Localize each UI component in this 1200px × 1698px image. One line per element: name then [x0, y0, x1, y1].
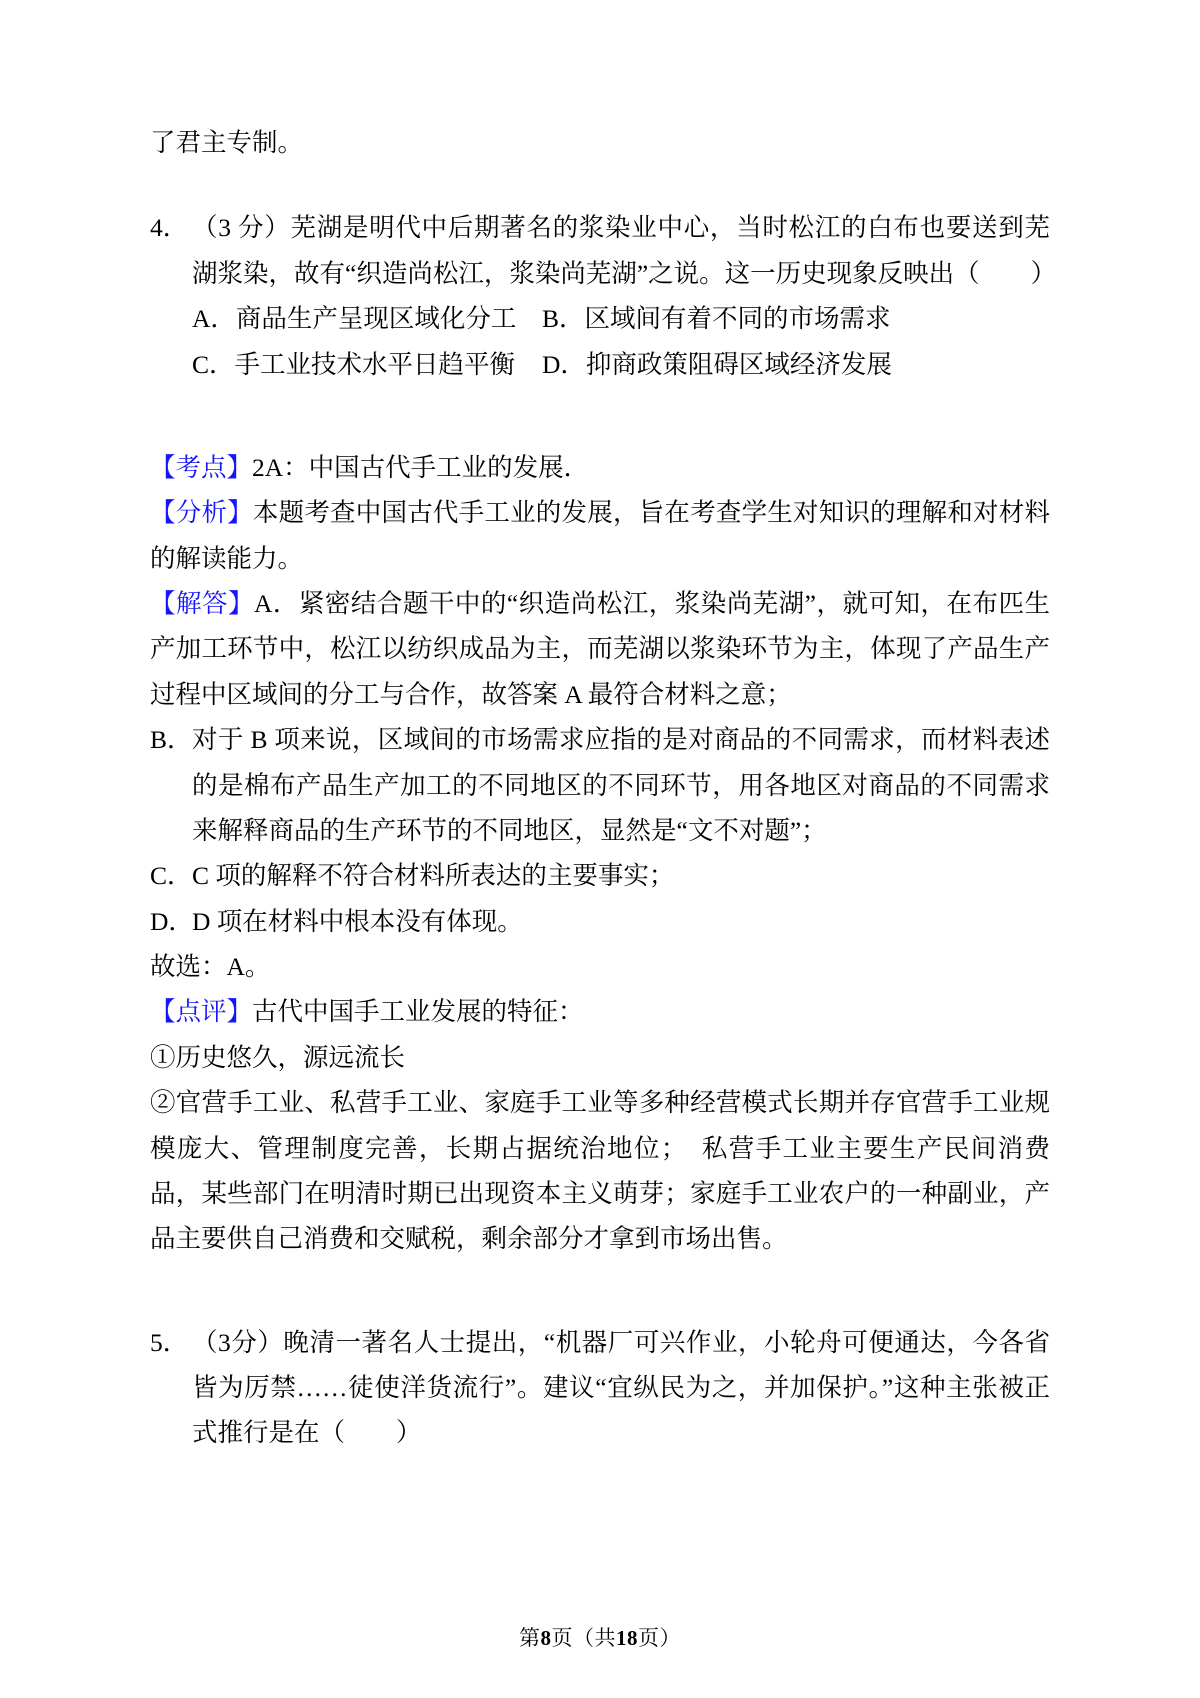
question-5-number: 5． [150, 1327, 189, 1357]
top-fragment: 了君主专制。 [150, 128, 304, 157]
question-4-options-row-1 [192, 296, 1050, 341]
question-4-options-row-2 [192, 342, 1050, 387]
fenxi-text: 本题考查中国古代手工业的发展，旨在考查学生对知识的理解和对材料的解读能力。 [150, 498, 1050, 573]
spacer [150, 387, 1050, 445]
spacer [150, 165, 1050, 205]
jieda-option-d [150, 899, 1050, 944]
question-5-stem: （3分）晚清一著名人士提出，“机器厂可兴作业，小轮舟可便通达，今各省皆为厉禁……徒使洋货流行”。建议“宜纵民为之，并加保护。”这种主张被正式推行是在（ ） [192, 1327, 1050, 1448]
footer-middle: 页（共 [551, 1626, 616, 1650]
dianping-text: 古代中国手工业发展的特征： [252, 997, 584, 1027]
jieda-option-c-label: C． [150, 861, 193, 891]
dianping-item-2-marker: ② [150, 1088, 176, 1118]
kaodian-block [150, 445, 1050, 490]
dianping-block [150, 989, 1050, 1034]
jieda-option-b-label: B． [150, 725, 193, 755]
question-5 [150, 1320, 1050, 1456]
jieda-option-c [150, 853, 1050, 898]
footer-total-pages: 18 [616, 1626, 638, 1650]
jieda-option-b-text: 对于 B 项来说，区域间的市场需求应指的是对商品的不同需求，而材料表述的是棉布产品生产加工的不同地区的不同环节，用各地区对商品的不同需求来解释商品的生产环节的不同地区，显然是“文不对题”； [192, 725, 1050, 845]
footer-suffix: 页） [638, 1626, 681, 1650]
footer-prefix: 第 [519, 1626, 541, 1650]
jieda-option-d-label: D． [150, 906, 194, 936]
option-b: B．区域间有着不同的市场需求 [542, 304, 891, 334]
question-4 [150, 205, 1057, 296]
option-c: C．手工业技术水平日趋平衡 [192, 349, 516, 379]
spacer [150, 1262, 1050, 1320]
dianping-item-2-text: 官营手工业、私营手工业、家庭手工业等多种经营模式长期并存官营手工业规模庞大、管理制度完善，长期占据统治地位； 私营手工业主要生产民间消费品，某些部门在明清时期已出现资本主义萌芽；家庭手工业农户的一种副业，产品主要供自己消费和交赋税，剩余部分才拿到市场出售。 [150, 1088, 1050, 1254]
jieda-answer: 故选：A。 [150, 952, 271, 981]
jieda-tag: 【解答】 [150, 589, 254, 618]
jieda-option-d-text: D 项在材料中根本没有体现。 [192, 906, 523, 936]
option-d: D．抑商政策阻碍区域经济发展 [542, 349, 892, 379]
page-content [150, 120, 1057, 1456]
dianping-item-2 [150, 1080, 1050, 1262]
page-footer [0, 1622, 1200, 1652]
jieda-block [150, 581, 1050, 717]
kaodian-text: 2A：中国古代手工业的发展． [252, 452, 590, 482]
footer-page-number: 8 [540, 1626, 552, 1650]
fenxi-tag: 【分析】 [150, 498, 253, 528]
dianping-tag: 【点评】 [150, 997, 253, 1027]
question-4-stem: （3 分）芜湖是明代中后期著名的浆染业中心，当时松江的白布也要送到芜湖浆染，故有“织造尚松江，浆染尚芜湖”之说。这一历史现象反映出（ ） [192, 213, 1057, 288]
question-4-number: 4． [150, 213, 189, 243]
jieda-option-b [150, 717, 1050, 853]
kaodian-tag: 【考点】 [150, 452, 253, 482]
jieda-text: A．紧密结合题干中的“织造尚松江，浆染尚芜湖”，就可知，在布匹生产加工环节中，松江以纺织成品为主，而芜湖以浆染环节为主，体现了产品生产过程中区域间的分工与合作，故答案 A 最符合材料之意； [150, 589, 1050, 709]
jieda-option-c-text: C 项的解释不符合材料所表达的主要事实； [192, 861, 675, 891]
dianping-item-1: ①历史悠久，源远流长 [150, 1042, 406, 1072]
option-a: A．商品生产呈现区域化分工 [192, 304, 517, 334]
fenxi-block [150, 490, 1050, 581]
